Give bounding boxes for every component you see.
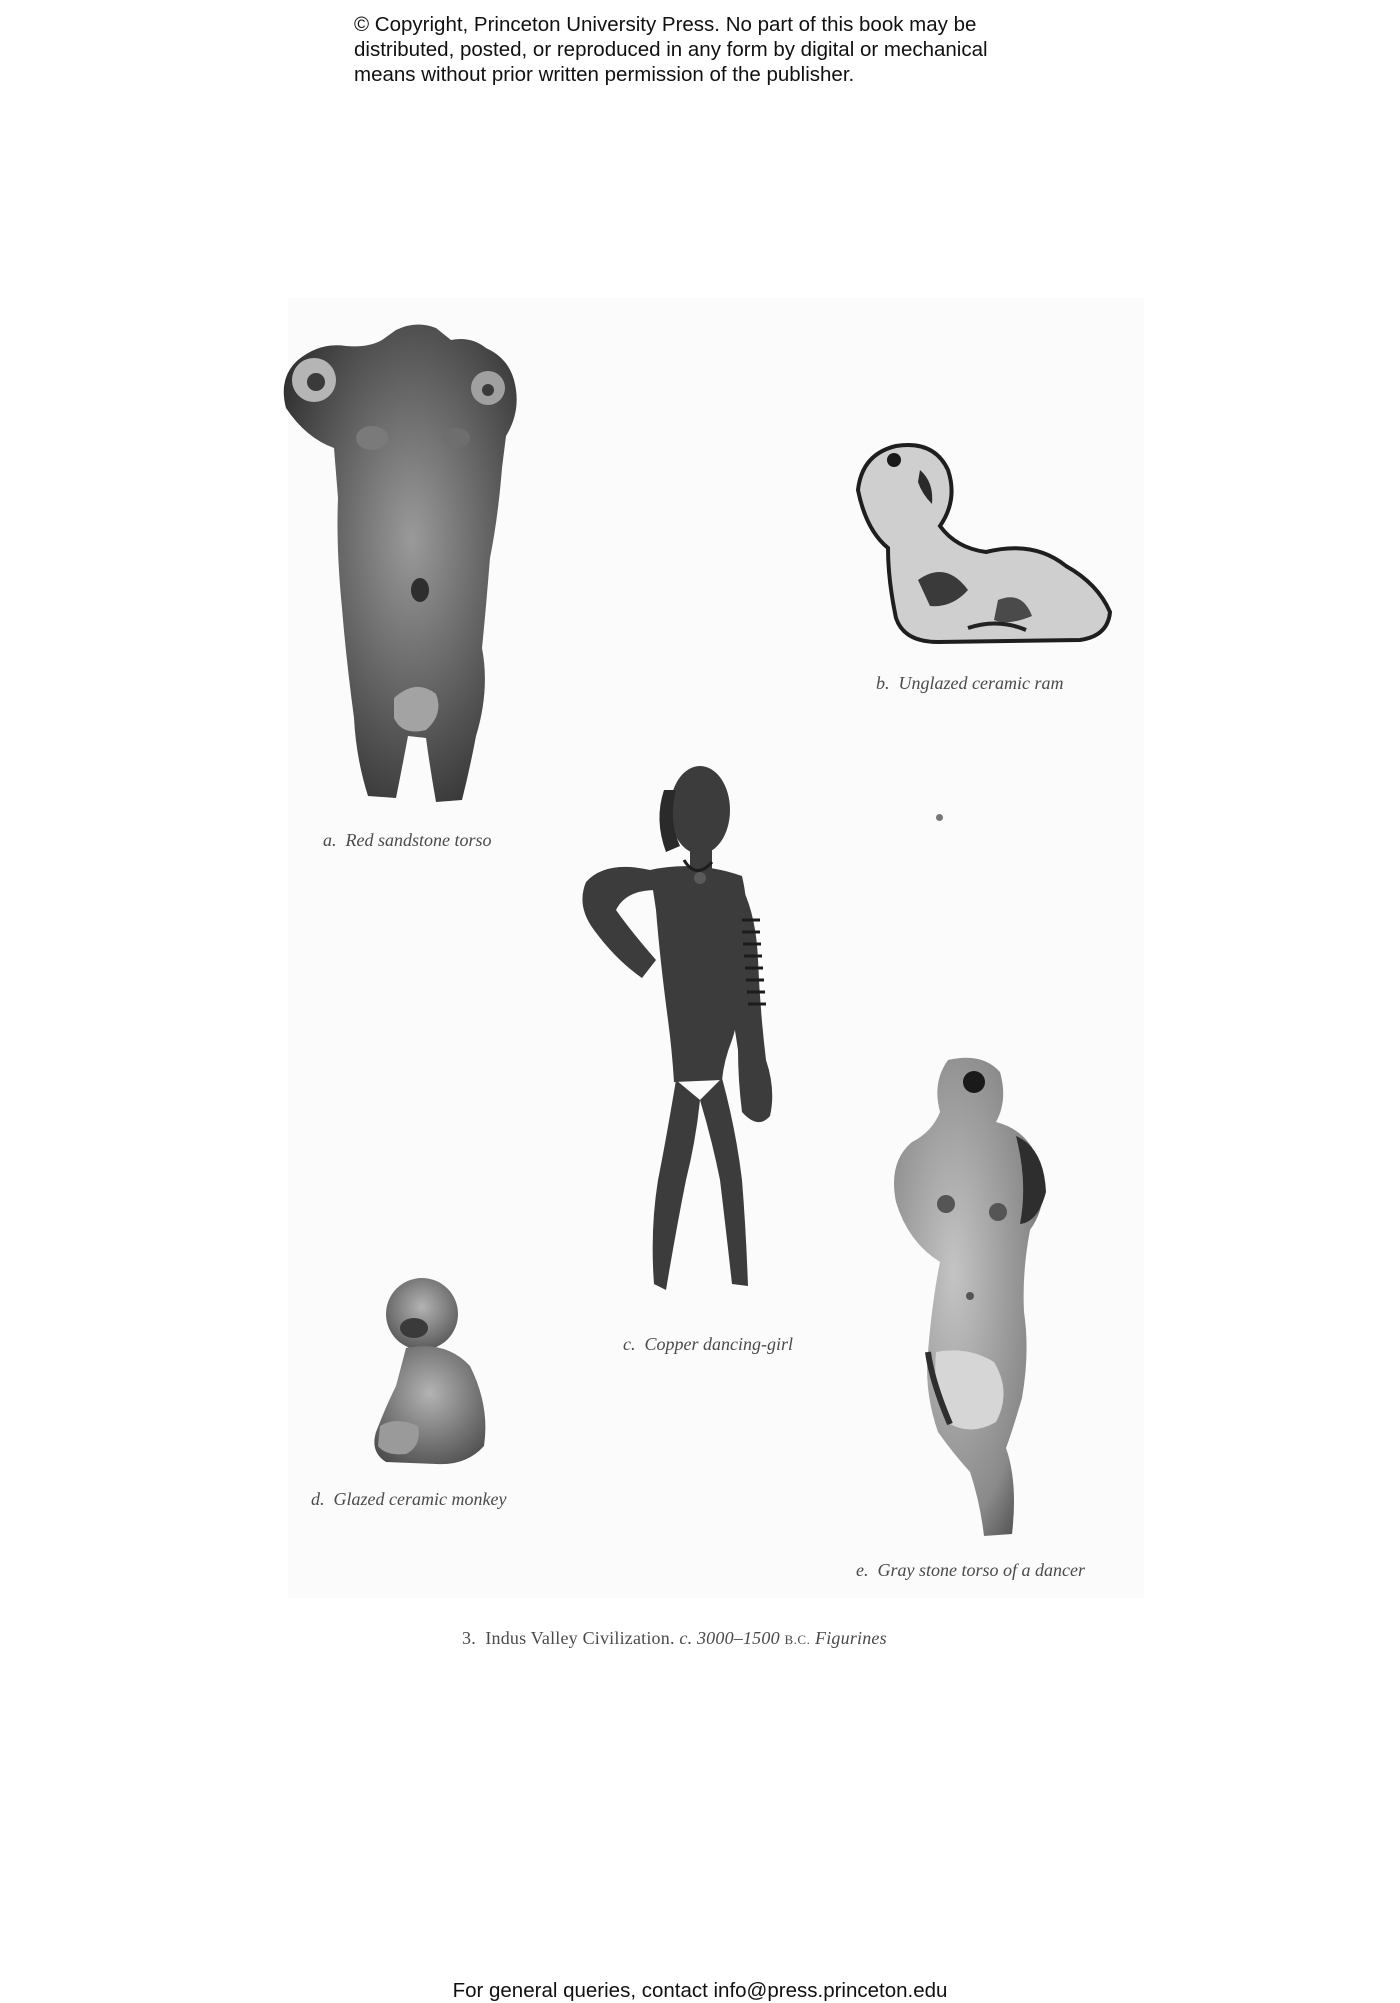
figure-c-caption: c. Copper dancing-girl: [623, 1334, 793, 1354]
plate-subject: Figurines: [815, 1628, 887, 1648]
plate-caption: [462, 1628, 887, 1649]
copyright-line: means without prior written permission of the publisher.: [354, 63, 855, 86]
copyright-line: distributed, posted, or reproduced in any form by digital or mechanical: [354, 38, 988, 61]
copyright-line: © Copyright, Princeton University Press. No part of this book may be: [354, 13, 977, 36]
figure-b-ceramic-ram: [848, 430, 1118, 650]
print-speck: [936, 814, 943, 821]
copyright-notice: [354, 12, 1074, 87]
figure-e-caption: e. Gray stone torso of a dancer: [856, 1560, 1085, 1580]
plate-era: B.C.: [784, 1632, 811, 1647]
figure-d-caption: d. Glazed ceramic monkey: [311, 1489, 507, 1509]
figure-e-gray-stone-torso: [888, 1052, 1088, 1542]
figure-a-sandstone-torso: [276, 318, 566, 808]
figure-a-caption: a. Red sandstone torso: [323, 830, 492, 850]
plate-circa: c.: [679, 1628, 693, 1648]
plate-number: 3.: [462, 1628, 476, 1648]
plate-title: Indus Valley Civilization.: [485, 1628, 675, 1648]
footer-contact: For general queries, contact info@press.princeton.edu: [452, 1979, 948, 2002]
plate-dates: 3000–1500: [696, 1628, 780, 1648]
figure-b-caption: b. Unglazed ceramic ram: [876, 673, 1064, 693]
figure-c-copper-dancing-girl: [546, 760, 846, 1320]
figure-d-ceramic-monkey: [366, 1276, 506, 1468]
